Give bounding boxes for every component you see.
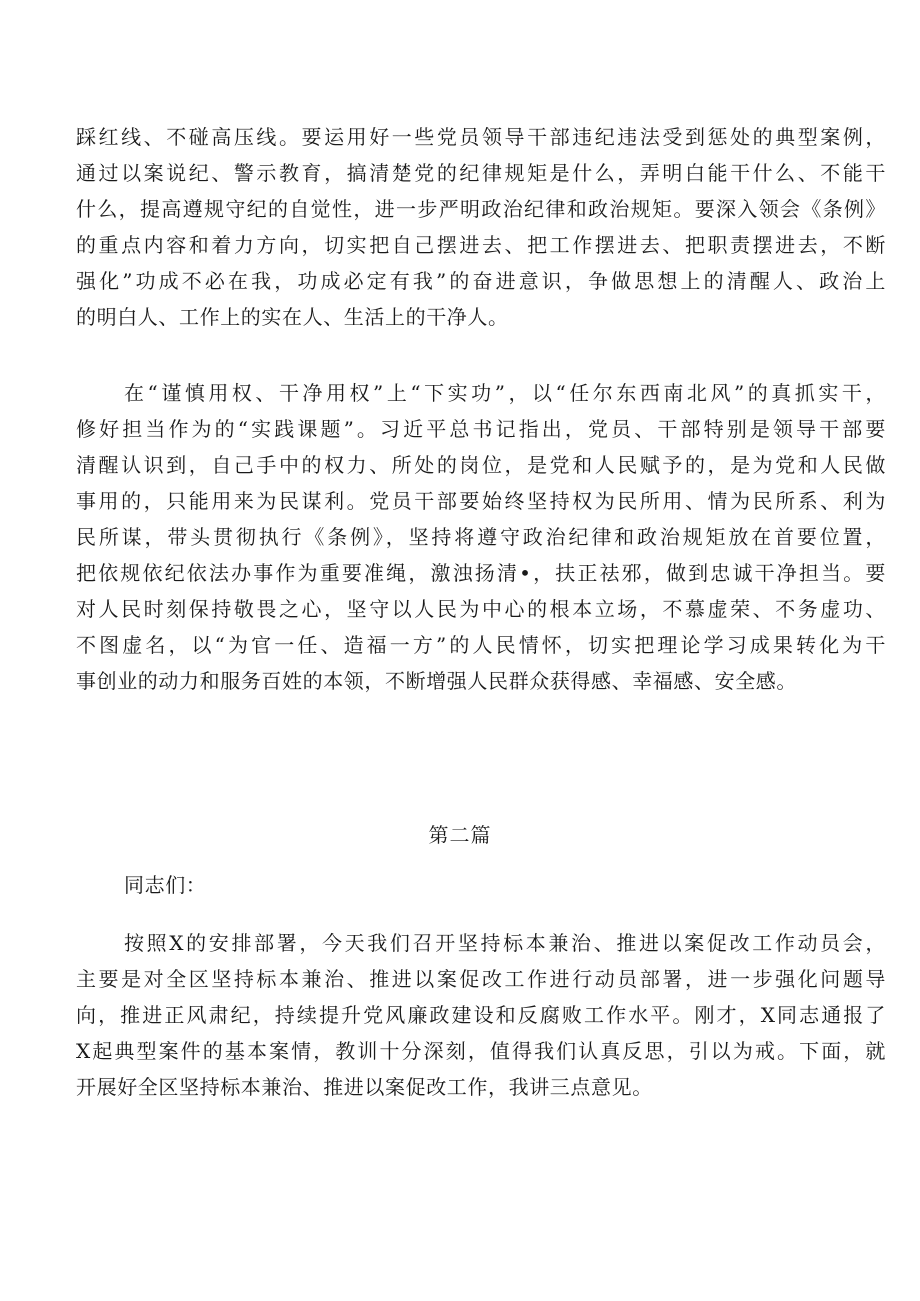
text-line: 的明白人、工作上的实在人、生活上的干净人。 [76, 305, 509, 329]
text-line: 踩红线、不碰高压线。要运用好一些党员领导干部违纪违法受到惩处的典型案例， [76, 125, 886, 149]
paragraph-2 [76, 375, 886, 699]
text-line: 清醒认识到，自己手中的权力、所处的岗位，是党和人民赋予的，是为党和人民做 [76, 453, 886, 477]
text-line: 强化”功成不必在我，功成必定有我”的奋进意识，争做思想上的清醒人、政治上 [76, 269, 886, 293]
text-line: 把依规依纪依法办事作为重要准绳，激浊扬清•，扶正祛邪，做到忠诚干净担当。要 [76, 561, 886, 585]
text-line: 事创业的动力和服务百姓的本领，不断增强人民群众获得感、幸福感、安全感。 [76, 669, 797, 693]
text-line: 主要是对全区坚持标本兼治、推进以案促改工作进行动员部署，进一步强化问题导 [76, 967, 886, 991]
paragraph-1 [76, 119, 886, 335]
text-line: 民所谋，带头贯彻执行《条例》，坚持将遵守政治纪律和政治规矩放在首要位置， [76, 525, 886, 549]
text-line: 什么，提高遵规守纪的自觉性，进一步严明政治纪律和政治规矩。要深入领会《条例》 [76, 197, 886, 221]
text-line: 按照X的安排部署，今天我们召开坚持标本兼治、推进以案促改工作动员会， [124, 931, 886, 955]
text-line: X起典型案件的基本案情，教训十分深刻，值得我们认真反思，引以为戒。下面，就 [76, 1039, 886, 1063]
text-line: 通过以案说纪、警示教育，搞清楚党的纪律规矩是什么，弄明白能干什么、不能干 [76, 161, 886, 185]
text-line: 事用的，只能用来为民谋利。党员干部要始终坚持权为民所用、情为民所系、利为 [76, 489, 886, 513]
text-line: 向，推进正风肃纪，持续提升党风廉政建设和反腐败工作水平。刚才，X同志通报了 [76, 1003, 886, 1027]
section-heading: 第二篇 [428, 823, 492, 847]
text-line: 对人民时刻保持敬畏之心，坚守以人民为中心的根本立场，不慕虚荣、不务虚功、 [76, 597, 886, 621]
greeting: 同志们： [124, 873, 207, 897]
text-line: 开展好全区坚持标本兼治、推进以案促改工作，我讲三点意见。 [76, 1075, 653, 1099]
text-line: 不图虚名，以“为官一任、造福一方”的人民情怀，切实把理论学习成果转化为干 [76, 633, 886, 657]
text-line: 在“谨慎用权、干净用权”上“下实功”，以“任尔东西南北风”的真抓实干， [124, 381, 886, 405]
text-line: 修好担当作为的“实践课题”。习近平总书记指出，党员、干部特别是领导干部要 [76, 417, 886, 441]
text-line: 的重点内容和着力方向，切实把自己摆进去、把工作摆进去、把职责摆进去，不断 [76, 233, 886, 257]
paragraph-3 [76, 925, 886, 1105]
